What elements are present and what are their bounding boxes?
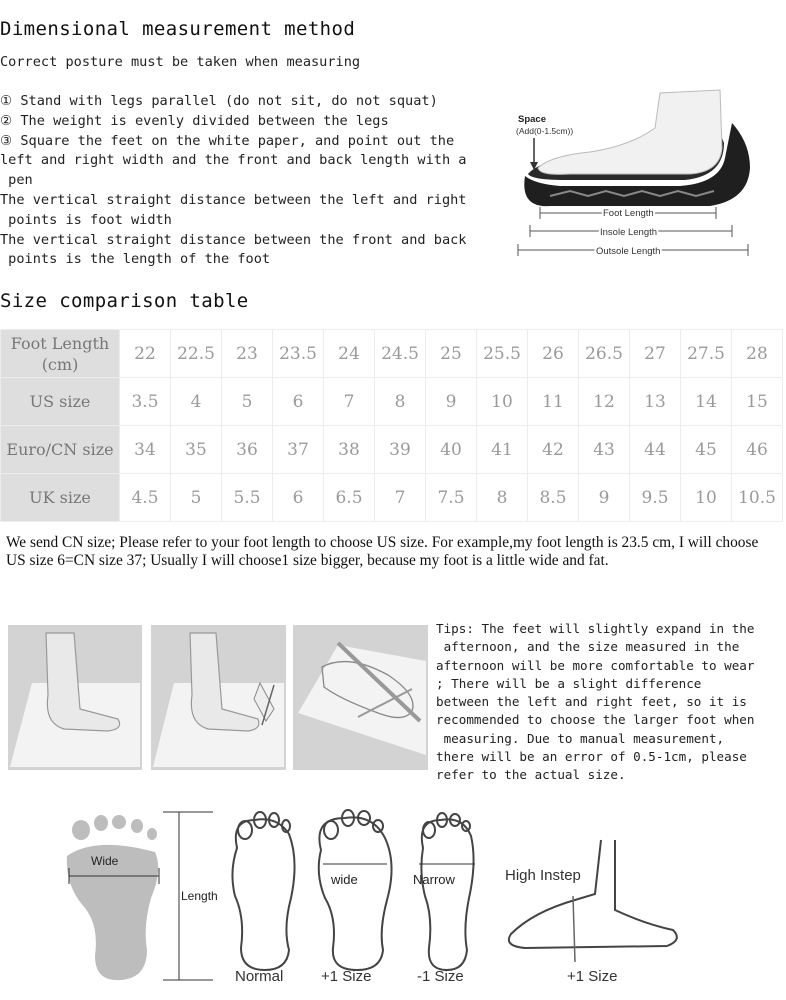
row-header: UK size <box>1 474 120 522</box>
table-cell: 25 <box>426 330 477 378</box>
table-cell: 42 <box>528 426 579 474</box>
table-cell: 10 <box>681 474 732 522</box>
tips-line: Tips: The feet will slightly expand in the <box>436 621 755 636</box>
table-cell: 41 <box>477 426 528 474</box>
table-cell: 4.5 <box>120 474 171 522</box>
table-cell: 34 <box>120 426 171 474</box>
table-cell: 45 <box>681 426 732 474</box>
instruction-line: The vertical straight distance between the left and right <box>0 191 467 208</box>
table-cell: 38 <box>324 426 375 474</box>
high-instep-foot-outline <box>509 840 677 962</box>
table-cell: 9.5 <box>630 474 681 522</box>
table-cell: 10 <box>477 378 528 426</box>
table-row <box>1 474 783 522</box>
wide-foot-outline <box>319 810 392 970</box>
table-cell: 14 <box>681 378 732 426</box>
instruction-line: points is the length of the foot <box>0 251 271 268</box>
table-cell: 35 <box>171 426 222 474</box>
table-cell: 6 <box>273 474 324 522</box>
row-header: Euro/CN size <box>1 426 120 474</box>
row-header: Foot Length (cm) <box>1 330 120 378</box>
table-cell: 6 <box>273 378 324 426</box>
high-instep-size-label: +1 Size <box>567 968 618 985</box>
narrow-label: Narrow <box>413 872 455 887</box>
section-title-measurement: Dimensional measurement method <box>0 18 356 40</box>
table-cell: 22.5 <box>171 330 222 378</box>
table-cell: 40 <box>426 426 477 474</box>
table-cell: 11 <box>528 378 579 426</box>
table-cell: 5 <box>171 474 222 522</box>
table-cell: 8.5 <box>528 474 579 522</box>
table-row <box>1 378 783 426</box>
table-cell: 7 <box>324 378 375 426</box>
table-row <box>1 330 783 378</box>
table-cell: 22 <box>120 330 171 378</box>
table-row <box>1 426 783 474</box>
normal-label: Normal <box>235 968 284 985</box>
size-comparison-table <box>0 329 783 522</box>
section-title-size-table: Size comparison table <box>0 290 249 312</box>
table-cell: 26 <box>528 330 579 378</box>
table-cell: 8 <box>477 474 528 522</box>
table-cell: 9 <box>426 378 477 426</box>
instruction-line: ① Stand with legs parallel (do not sit, do not squat) <box>0 93 438 109</box>
table-cell: 28 <box>732 330 783 378</box>
table-cell: 24.5 <box>375 330 426 378</box>
space-sub-label: (Add(0-1.5cm)) <box>516 126 574 136</box>
table-cell: 4 <box>171 378 222 426</box>
table-cell: 43 <box>579 426 630 474</box>
normal-foot-outline <box>232 812 294 970</box>
table-cell: 26.5 <box>579 330 630 378</box>
tips-line: afternoon will be more comfortable to wear <box>436 657 755 673</box>
instruction-line: pen <box>0 172 33 189</box>
wide-size-label: +1 Size <box>321 968 372 985</box>
photo-standing-foot <box>8 625 142 770</box>
footprint-icon <box>67 815 158 980</box>
table-cell: 39 <box>375 426 426 474</box>
table-cell: 12 <box>579 378 630 426</box>
tips-line: recommended to choose the larger foot when <box>436 712 755 728</box>
instruction-line: ③ Square the feet on the white paper, and point out the <box>0 132 455 149</box>
measurement-subtitle: Correct posture must be taken when measuring <box>0 54 361 70</box>
high-instep-label: High Instep <box>505 867 581 884</box>
table-cell: 27.5 <box>681 330 732 378</box>
photo-marking-foot <box>151 625 286 770</box>
shoe-length-diagram <box>510 88 760 263</box>
table-cell: 46 <box>732 426 783 474</box>
table-cell: 5.5 <box>222 474 273 522</box>
size-note: We send CN size; Please refer to your foot length to choose US size. For example,my foot length is 23.5 cm, I will choose US size 6=CN size 37; Usually I will choose1 size bigger, because my foot is a little wide and fat. <box>6 534 759 569</box>
table-cell: 37 <box>273 426 324 474</box>
tips-line: refer to the actual size. <box>436 767 626 783</box>
table-cell: 5 <box>222 378 273 426</box>
photo-foot-outline-ruler <box>293 625 428 770</box>
foot-length-label: Foot Length <box>603 208 654 219</box>
narrow-foot-outline <box>421 813 473 970</box>
table-cell: 3.5 <box>120 378 171 426</box>
table-cell: 8 <box>375 378 426 426</box>
table-cell: 7.5 <box>426 474 477 522</box>
space-label: Space <box>518 114 546 125</box>
table-cell: 24 <box>324 330 375 378</box>
tips-line: between the left and right feet, so it is <box>436 694 747 710</box>
foot-types-illustration <box>55 800 695 995</box>
insole-length-label: Insole Length <box>600 227 658 238</box>
tips-block <box>436 620 754 785</box>
instruction-line: ② The weight is evenly divided between the legs <box>0 112 389 129</box>
outsole-length-label: Outsole Length <box>596 246 661 257</box>
table-cell: 23 <box>222 330 273 378</box>
table-cell: 10.5 <box>732 474 783 522</box>
measurement-instructions <box>0 92 467 270</box>
table-cell: 13 <box>630 378 681 426</box>
measurement-photos <box>8 625 428 770</box>
table-cell: 15 <box>732 378 783 426</box>
instruction-line: The vertical straight distance between the front and back <box>0 231 467 248</box>
tips-line: measuring. Due to manual measurement, <box>436 730 725 746</box>
table-cell: 36 <box>222 426 273 474</box>
instruction-line: left and right width and the front and back length with a <box>0 152 467 169</box>
table-cell: 23.5 <box>273 330 324 378</box>
wide-measure-label: Wide <box>91 854 119 868</box>
tips-line: afternoon, and the size measured in the <box>436 639 740 655</box>
table-cell: 7 <box>375 474 426 522</box>
table-cell: 44 <box>630 426 681 474</box>
table-cell: 27 <box>630 330 681 378</box>
table-cell: 25.5 <box>477 330 528 378</box>
tips-line: ; There will be a slight difference <box>436 675 702 691</box>
instruction-line: points is foot width <box>0 211 172 228</box>
tips-line: there will be an error of 0.5-1cm, please <box>436 749 747 765</box>
table-cell: 9 <box>579 474 630 522</box>
wide-label: wide <box>331 872 358 887</box>
narrow-size-label: -1 Size <box>417 968 464 985</box>
row-header: US size <box>1 378 120 426</box>
length-measure-label: Length <box>181 889 218 903</box>
table-cell: 6.5 <box>324 474 375 522</box>
